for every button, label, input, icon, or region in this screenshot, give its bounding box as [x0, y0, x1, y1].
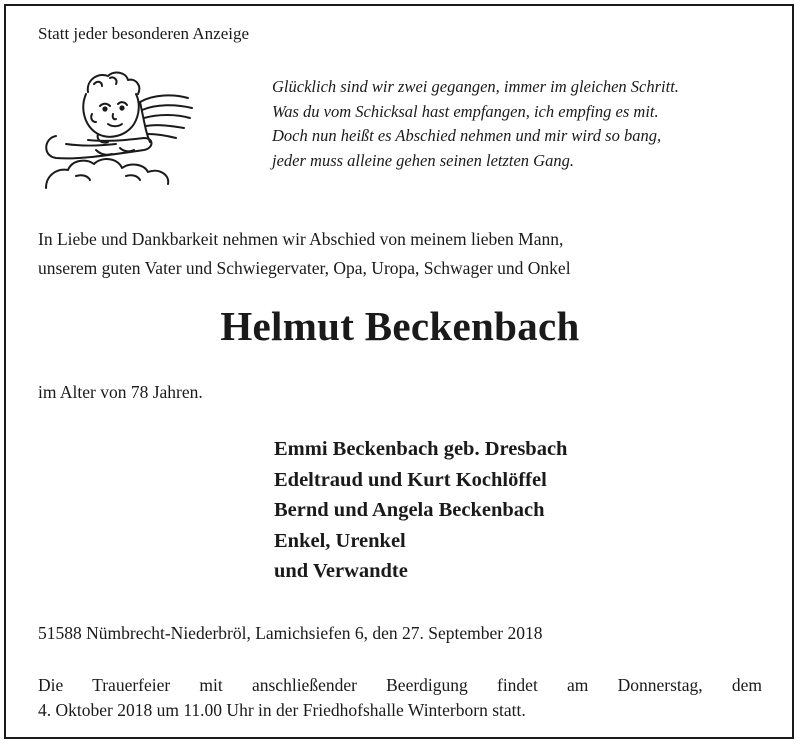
poem-line: Was du vom Schicksal hast empfangen, ich empfing es mit. [272, 101, 659, 121]
funeral-info [38, 673, 762, 723]
funeral-line: Die Trauerfeier mit anschließender Beerdigung findet am Donnerstag, dem [38, 675, 762, 695]
poem-line: jeder muss alleine gehen seinen letzten Gang. [272, 150, 574, 170]
mourner-entry: Edeltraud und Kurt Kochlöffel [274, 468, 547, 491]
poem [272, 75, 679, 173]
funeral-line: 4. Oktober 2018 um 11.00 Uhr in der Friedhofshalle Winterborn statt. [38, 700, 526, 720]
poem-line: Glücklich sind wir zwei gegangen, immer im gleichen Schritt. [272, 77, 679, 96]
mourners-list [274, 434, 567, 587]
deceased-name: Helmut Beckenbach [220, 303, 580, 349]
notice-header: Statt jeder besonderen Anzeige [38, 24, 250, 43]
intro-line: In Liebe und Dankbarkeit nehmen wir Abschied von meinem lieben Mann, [38, 229, 564, 249]
mourner-entry: Enkel, Urenkel [274, 529, 406, 552]
mourner-entry: und Verwandte [274, 560, 408, 582]
mourner-entry: Bernd und Angela Beckenbach [274, 499, 545, 521]
intro-text [38, 225, 571, 283]
intro-line: unserem guten Vater und Schwiegervater, Opa, Uropa, Schwager und Onkel [38, 258, 571, 278]
poem-line: Doch nun heißt es Abschied nehmen und mir wird so bang, [272, 126, 662, 145]
age-text: im Alter von 78 Jahren. [38, 382, 203, 402]
mourner-entry: Emmi Beckenbach geb. Dresbach [274, 438, 568, 460]
cherub-icon [36, 64, 196, 190]
place-date: 51588 Nümbrecht-Niederbröl, Lamichsiefen 6, den 27. September 2018 [38, 623, 543, 643]
